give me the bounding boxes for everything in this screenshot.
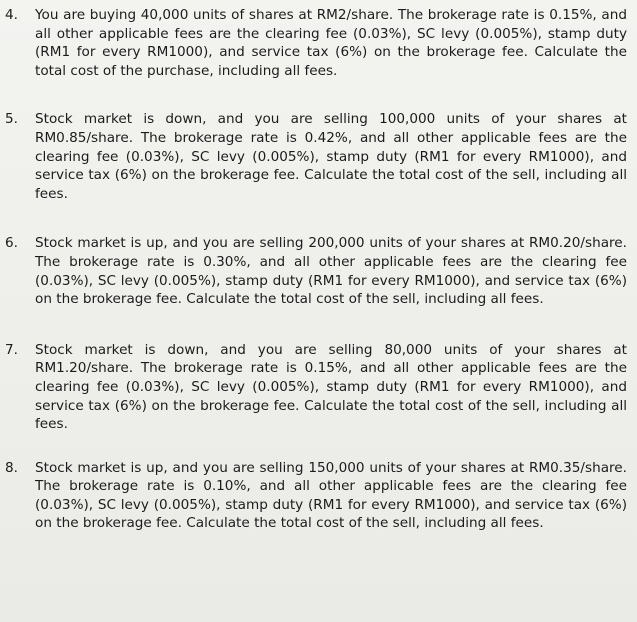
question-text: Stock market is down, and you are selling 80,000 units of your shares at RM1.20/share. The brokerage rate is 0.15%, and all other applicable fees are the clearing fee (0.03%), SC levy (0.005%), stamp duty (RM1 for every RM1000), and service tax (6%) on the brokerage fee. Calculate the total cost of the sell, including all fees. (35, 341, 627, 433)
question-number: 8. (5, 459, 18, 476)
question-text: You are buying 40,000 units of shares at RM2/share. The brokerage rate is 0.15%, and all other applicable fees are the clearing fee (0.03%), SC levy (0.005%), stamp duty (RM1 for every RM1000), and service tax (6%) on the brokerage fee. Calculate the total cost of the purchase, including all fees. (35, 7, 627, 79)
question-text: Stock market is down, and you are selling 100,000 units of your shares at RM0.85/share. The brokerage rate is 0.42%, and all other applicable fees are the clearing fee (0.03%), SC levy (0.005%), stamp duty (RM1 for every RM1000), and service tax (6%) on the brokerage fee. Calculate the total cost of the sell, including all fees. (35, 111, 627, 202)
question-4 (5, 6, 627, 80)
question-8 (5, 459, 627, 533)
question-number: 6. (5, 235, 18, 252)
question-6 (5, 234, 627, 308)
question-7 (5, 341, 627, 434)
question-text: Stock market is up, and you are selling 150,000 units of your shares at RM0.35/share. The brokerage rate is 0.10%, and all other applicable fees are the clearing fee (0.03%), SC levy (0.005%), stamp duty (RM1 for every RM1000), and service tax (6%) on the brokerage fee. Calculate the total cost of the sell, including all fees. (35, 459, 627, 532)
question-number: 5. (5, 111, 18, 128)
question-5 (5, 110, 627, 203)
question-number: 7. (5, 341, 18, 358)
question-number: 4. (5, 7, 18, 23)
question-text: Stock market is up, and you are selling 200,000 units of your shares at RM0.20/share. The brokerage rate is 0.30%, and all other applicable fees are the clearing fee (0.03%), SC levy (0.005%), stamp duty (RM1 for every RM1000), and service tax (6%) on the brokerage fee. Calculate the total cost of the sell, including all fees. (35, 235, 627, 308)
